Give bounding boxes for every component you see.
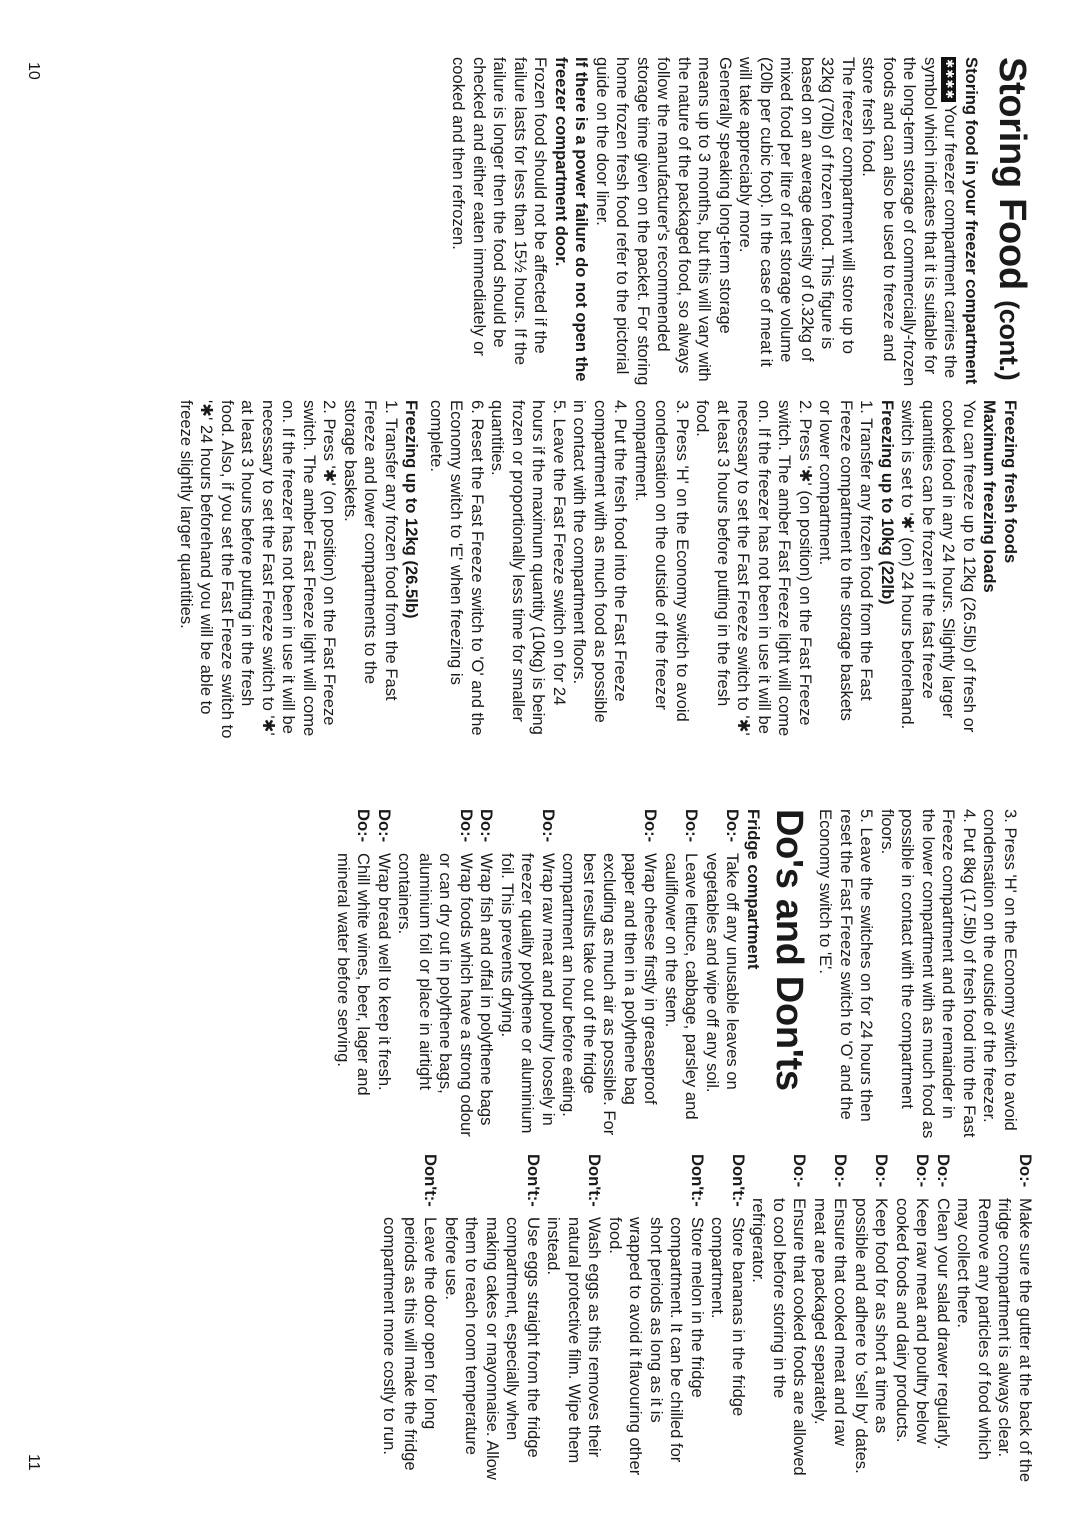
do-label: Do:- — [1016, 1154, 1035, 1188]
step: 5. Leave the switches on for 24 hours then reset the Fast Freeze switch to 'O' and the Economy switch to 'E'. — [816, 809, 877, 1122]
do-item — [851, 1154, 892, 1484]
step: 4. Put 8kg (17.5lb) of fresh food into the Fast Freeze compartment and the remainder in the lower compartment with as much food as possible in contact with the compartment floors. — [878, 809, 979, 1139]
item-text: Wrap cheese firstly in greaseproof paper and then in a polythene bag excluding as much air as possible. For best results take out of the fridge compartment an hour before eating. — [559, 853, 661, 1136]
donts-list — [379, 1154, 748, 1484]
do-label: Do:- — [354, 809, 374, 843]
dont-label: Don't:- — [524, 1154, 543, 1207]
item-text: Store melon in the fridge compartment. It can be chilled for short periods as long as it is wrapped to avoid it flavouring other food. — [606, 1217, 707, 1476]
item-text: Wash eggs as this removes their natural protective film. Wipe them instead. — [544, 1217, 605, 1464]
item-text: Wrap bread well to keep it fresh. — [375, 853, 394, 1091]
do-item — [702, 809, 743, 1139]
section-heading: Maximum freezing loads — [980, 400, 1000, 593]
dont-label: Don't:- — [688, 1154, 707, 1207]
dos-list — [333, 809, 743, 1139]
step: 1. Transfer any frozen food from the Fast Freeze and lower compartments to the storage baskets. — [341, 400, 401, 701]
item-text: Use eggs straight from the fridge compartment, especially when making cakes or mayonnaise. Allow them to reach room temperature before use. — [442, 1217, 543, 1480]
step: 4. Put the fresh food into the Fast Freeze compartment with as much food as possible in contact with the compartment floors. — [570, 400, 631, 723]
do-label: Do:- — [477, 809, 497, 843]
item-text: Keep food for as short a time as possible and adhere to 'sell by' dates. — [852, 1198, 892, 1474]
page-number: 11 — [25, 1454, 42, 1471]
item-text: Leave lettuce, cabbage, parsley and cauliflower on the stem. — [662, 853, 702, 1120]
do-item — [558, 809, 661, 1139]
item-text: Ensure that cooked foods are allowed to cool before storing in the refrigerator. — [749, 1198, 810, 1476]
do-item — [748, 1154, 810, 1484]
dont-item — [543, 1154, 605, 1484]
item-text: Ensure that cooked meat and raw meat are packaged separately. — [811, 1198, 851, 1447]
do-label: Do:- — [723, 809, 743, 843]
item-text: Store bananas in the fridge compartment. — [708, 1217, 748, 1417]
item-text: Chill white wines, beer, lager and mineral water before serving. — [334, 853, 374, 1096]
star-rating-icon: ✱✱✱✱ — [943, 59, 956, 100]
section-heading: Storing food in your freezer compartment — [962, 57, 981, 385]
do-item — [374, 809, 395, 1139]
left-page-column-1 — [448, 57, 1034, 387]
do-label: Do:- — [872, 1154, 892, 1188]
paragraph: You can freeze up to 12kg (26.5lb) of fresh or cooked food in any 24 hours. Slightly larger quantities can be frozen if the fast freeze switch is set to '✱' (on) 24 hours beforehand. — [898, 400, 979, 733]
do-item — [661, 809, 702, 1139]
do-label: Do:- — [831, 1154, 851, 1188]
step: 3. Press 'H' on the Economy switch to avoid condensation on the outside of the freezer compartment. — [632, 400, 692, 722]
section-heading: Freezing up to 12kg (26.5lb) — [402, 400, 422, 619]
do-item — [394, 809, 476, 1139]
dont-item — [605, 1154, 708, 1484]
page-title: Storing Food (cont.) — [991, 57, 1033, 381]
do-label: Do:- — [934, 1154, 953, 1188]
item-text: Keep raw meat and poultry below cooked foods and dairy products. — [893, 1198, 933, 1445]
page-11 — [0, 764, 1080, 1527]
item-text: Wrap foods which have a strong odour or can dry out in polythene bags, aluminium foil or place in airtight containers. — [395, 853, 476, 1137]
section-title: Do's and Don'ts — [768, 809, 810, 1091]
step: 2. Press '✱' (on position) on the Fast Freeze switch. The amber Fast Freeze light will come on. If the freezer has not been in use it will be necessary to set the Fast Freeze switch to '✱' at least 3 hours before putting in the fresh food. Also, if you set the Fast Freeze switch to '✱' 24 hours beforehand you will be able to freeze slightly larger quantities. — [177, 400, 340, 739]
step: 3. Press 'H' on the Economy switch to avoid condensation on the outside of the freezer. — [980, 809, 1020, 1131]
dont-item — [707, 1154, 748, 1484]
do-label: Do:- — [790, 1154, 810, 1188]
right-page-column-1 — [333, 809, 1021, 1139]
section-heading: Freezing fresh foods — [1001, 400, 1020, 564]
step: 6. Reset the Fast Freeze switch to 'O' and the Economy switch to 'E' when freezing is complete. — [427, 400, 487, 736]
do-label: Do:- — [913, 1154, 933, 1188]
do-label: Do:- — [682, 809, 702, 843]
section-heading: If there is a power failure do not open the freezer compartment door. — [552, 57, 592, 382]
dont-item — [441, 1154, 544, 1484]
do-item — [953, 1154, 1035, 1484]
item-text: Clean your salad drawer regularly. — [934, 1198, 953, 1450]
paragraph: Generally speaking long-term storage means up to 3 months, but this will vary with the nature of the packaged food, so always follow the manufacturer's recommended storage time given on the packet. For storing home frozen fresh food refer to the pictorial guide on the door liner. — [593, 57, 735, 386]
step: 2. Press '✱' (on position) on the Fast Freeze switch. The amber Fast Freeze light will come on. If the freezer has not been in use it will be necessary to set the Fast Freeze switch to '✱' at least 3 hours before putting in the fresh food. — [693, 400, 815, 737]
dont-label: Don't:- — [421, 1154, 441, 1207]
dont-label: Don't:- — [585, 1154, 605, 1207]
item-text: Wrap raw meat and poultry loosely in freezer quality polythene or aluminium foil. This prevents drying. — [498, 853, 558, 1134]
dont-item — [379, 1154, 441, 1484]
page-number: 10 — [25, 62, 42, 80]
paragraph: Frozen food should not be affected if the failure lasts for less than 15½ hours. If the failure is longer then the food should be checked and either eaten immediately or cooked and then refrozen. — [449, 57, 551, 366]
do-label: Do:- — [641, 809, 661, 843]
do-item — [333, 809, 374, 1139]
section-heading: Freezing up to 10kg (22lb) — [878, 400, 897, 605]
item-text: Leave the door open for long periods as this will make the fridge compartment more costly to run. — [380, 1217, 441, 1471]
do-item — [497, 809, 559, 1139]
paragraph: The freezer compartment will store up to 32kg (70lb) of frozen food. This figure is based on an average density of 0.32kg of mixed food per litre of net storage volume (20lb per cubic foot). In the case of meat it will take appreciably more. — [736, 57, 858, 367]
step: 1. Transfer any frozen food from the Fast Freeze compartment to the storage baskets or lower compartment. — [816, 400, 877, 721]
left-page-column-2 — [176, 400, 1021, 740]
do-label: Do:- — [539, 809, 558, 843]
step: 5. Leave the Fast Freeze switch on for 24 hours if the maximum quantity (10kg) is being frozen or proportionally less time for smaller quantities. — [488, 400, 569, 735]
do-item — [476, 809, 497, 1139]
do-item — [892, 1154, 933, 1484]
item-text: Make sure the gutter at the back of the fridge compartment is always clear. Remove any particles of food which may collect there. — [954, 1198, 1035, 1483]
right-page-column-2 — [379, 1154, 1035, 1484]
item-text: Wrap fish and offal in polythene bags — [477, 853, 497, 1126]
item-text: Take off any unusable leaves on vegetables and wipe off any soil. — [703, 853, 743, 1093]
do-item — [933, 1154, 954, 1484]
dos-list-continued — [748, 1154, 1035, 1484]
do-label: Do:- — [375, 809, 394, 843]
do-item — [810, 1154, 851, 1484]
dont-label: Don't:- — [729, 1154, 748, 1207]
paragraph: ✱✱✱✱Your freezer compartment carries the symbol which indicates that it is suitable for the long-term storage of commercially-frozen foods and can also be used to freeze and store fresh food. — [859, 57, 961, 387]
do-label: Do:- — [457, 809, 476, 843]
section-heading: Fridge compartment — [744, 809, 763, 970]
